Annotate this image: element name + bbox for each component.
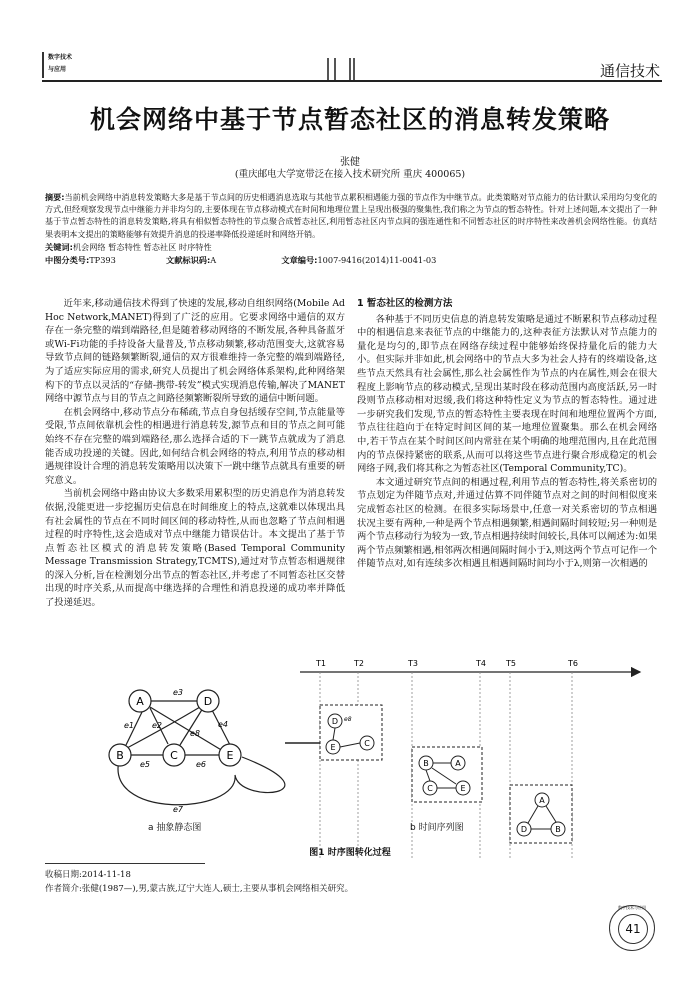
subfigure-b-label: b 时间序列图: [410, 823, 464, 833]
author-name: 张健: [340, 157, 360, 168]
keywords-label: 关键词:: [45, 241, 73, 252]
svg-text:D: D: [203, 695, 213, 708]
article-number: 1007-9416(2014)11-0041-03: [317, 254, 437, 265]
svg-text:B: B: [555, 825, 561, 834]
badge-ring-text: 数字技术与应用: [618, 905, 646, 910]
subfigure-a-label: a 抽象静态图: [148, 823, 202, 833]
section-rubric: 通信技术: [599, 62, 660, 80]
svg-text:e3: e3: [173, 688, 184, 697]
temporal-community-box: [412, 747, 482, 802]
figure-1: [40, 655, 670, 865]
left-column: [45, 297, 345, 610]
svg-text:T6: T6: [568, 659, 578, 668]
svg-text:e8: e8: [190, 729, 201, 738]
svg-text:e7: e7: [173, 805, 184, 814]
body-paragraph: 当前机会网络中路由协议大多数采用累积型的历史消息作为消息转发依据,没能更进一步挖掘历史信息在时间维度上的特点,这就难以体现出具有社会属性的节点在不同时间区间的移动特性,从而也忽略了节点间相遇过程的时序特性,这会造成对节点中继能力错误估计。本文提出了基于节点暂态社区模式的消息转发策略(Based Temporal Community Message Transmission Strategy,TCMTS),通过对节点暂态相遇规律的深入分析,旨在检测划分出节点的暂态社区,并考虑了不同暂态社区交替出现的时序关系,从而提高中继选择的合理性和消息投递的成功率并降低了投递延迟。: [45, 488, 345, 609]
clc-number: TP393: [89, 254, 116, 265]
page-number-badge: [609, 905, 655, 951]
body-paragraph: 在机会网络中,移动节点分布稀疏,节点自身包括缓存空间,节点能量等受限,节点间依靠机会性的相遇进行消息转发,源节点和目的节点之间可能始终不存在完整的端到端路径,那么选择合适的下一跳节点就成为了消息能否成功投递的关键。因此,如何结合机会网络的特点,利用节点的移动相遇规律设计合理的消息转发策略用以决策下一跳中继节点就具有重要的研究意义。: [45, 406, 345, 486]
svg-text:T1: T1: [316, 659, 326, 668]
keywords: 机会网络 暂态特性 暂态社区 时序特性: [72, 241, 212, 252]
svg-text:B: B: [116, 749, 124, 762]
svg-text:e2: e2: [152, 721, 163, 730]
body-paragraph: 近年来,移动通信技术得到了快速的发展,移动自组织网络(Mobile Ad Hoc Network,MANET)得到了广泛的应用。它要求网络中通信的双方存在一条完整的端到端路径,但是随着移动网络的不断发展,各种具备蓝牙或Wi-Fi功能的手持设备大量普及,节点移动频繁,移动范围变大,这就容易导致节点间的链路频繁断裂,通信的双方很难维持一条完整的端到端路径,为了适应实际应用的需求,研究人员提出了机会网络体系架构,此种网络架构下的节点以灵活的“存储-携带-转发”模式实现消息传输,解决了MANET网络中源节点与目的节点之间路径频繁断裂所导致的通信中断问题。: [45, 298, 345, 405]
svg-text:E: E: [460, 784, 466, 793]
header-rule: [42, 80, 662, 82]
footnote-rule: [45, 863, 205, 864]
svg-text:T2: T2: [354, 659, 364, 668]
svg-text:e1: e1: [124, 721, 135, 730]
journal-logo: [42, 52, 104, 78]
body-paragraph: 本文通过研究节点间的相遇过程,利用节点的暂态特性,将关系密切的节点划定为伴随节点对,并通过估算不同伴随节点对之间的时间相似度来完成暂态社区的检测。在很多实际场景中,任意一对关系密切的节点相遇状况主要有两种,一种是两个节点相遇频繁,相遇间隔时间较短;另一种则是两个节点移动行为较为一致,节点相遇持续时间较长,具体可以阐述为:如果两个节点频繁相遇,相邻两次相遇间隔时间小于λ,则这两个节点可记作一个伴随节点对,如有连续多次相遇且相遇间隔时间均小于λ,则第一次相遇的: [357, 476, 658, 570]
section-heading: 1 暂态社区的检测方法: [357, 298, 453, 309]
svg-text:C: C: [427, 784, 433, 793]
svg-text:A: A: [455, 759, 461, 768]
svg-text:e5: e5: [140, 760, 151, 769]
header-divider-bars: [325, 58, 355, 80]
svg-text:T5: T5: [506, 659, 516, 668]
author-bio: 作者简介:张健(1987—),男,蒙古族,辽宁大连人,硕士,主要从事机会网络相关研究。: [45, 884, 354, 894]
abstract-text: 当前机会网络中消息转发策略大多是基于节点间的历史相遇消息选取与其他节点累积相遇能力强的节点作为中继节点。此类策略对节点能力的估计默认采用均匀变化的方式,但经观察发现节点中继能力并非均匀的,主要体现在节点移动模式在时间和地理位置上呈现出极强的聚集性,我们称之为节点的暂态特性。针对上述问题,本文提出了一种基于节点暂态特性的消息转发策略,将具有相似暂态特性的节点聚合成暂态社区,利用暂态社区内节点间的强连通性和不同暂态社区的时序特性来改善机会网络性能。仿真结果表明本文提出的策略能够有效提升消息的投递率降低投递延时和网络开销。: [45, 192, 657, 239]
right-column: [357, 297, 657, 571]
svg-text:T3: T3: [408, 659, 418, 668]
logo-line-1: 数字技术: [48, 54, 73, 61]
svg-text:A: A: [539, 796, 545, 805]
article-no-label: 文章编号:: [281, 254, 318, 265]
author-affiliation: (重庆邮电大学宽带泛在接入技术研究所 重庆 400065): [234, 169, 466, 180]
time-series-graph: [300, 659, 640, 860]
figure-caption: 图1 时序图转化过程: [309, 848, 391, 858]
svg-text:C: C: [170, 749, 178, 762]
doc-code: A: [210, 254, 217, 265]
svg-text:T4: T4: [476, 659, 486, 668]
received-date: 收稿日期:2014-11-18: [45, 870, 131, 880]
article-title: 机会网络中基于节点暂态社区的消息转发策略: [89, 105, 610, 134]
svg-text:A: A: [136, 695, 144, 708]
svg-text:B: B: [423, 759, 429, 768]
svg-text:C: C: [364, 739, 370, 748]
svg-text:E: E: [226, 749, 234, 762]
abstract-block: [45, 191, 657, 267]
svg-text:e6: e6: [196, 760, 207, 769]
svg-text:e4: e4: [218, 720, 229, 729]
svg-text:D: D: [520, 825, 528, 834]
body-paragraph: 各种基于不同历史信息的消息转发策略是通过不断累积节点移动过程中的相遇信息来表征节点的中继能力的,这种表征方法默认对节点能力的量化是均匀的,即节点在网络存续过程中能够始终保持量化后的能力大小。但实际并非如此,机会网络中的节点大多为社会人持有的终端设备,这些节点天然具有社会属性,那么社会属性作为节点的内在属性,则会在很大程度上影响节点的移动模式,呈现出某时段在移动范围内高度活跃,另一时段则节点移动相对迟缓,我们将这种特性定义为节点的暂态特性。通过进一步研究我们发现,节点的暂态特性主要表现在时间和地理位置两个方面,节点往往趋向于在特定时间区间的某一地理位置聚集。那么在机会网络中,若干节点在某个时间区间内常驻在某个明确的地理范围内,且在此范围内的节点保持紧密的联系,从而可以将这些节点进行聚合形成稳定的机会网络子网,我们将其称之为暂态社区(Temporal Community,TC)。: [357, 313, 657, 475]
page-number: 41: [618, 914, 648, 944]
svg-text:D: D: [331, 717, 339, 726]
clc-label: 中图分类号:: [45, 254, 90, 265]
static-graph: [109, 688, 285, 814]
abstract-label: 摘要:: [45, 192, 65, 202]
doc-code-label: 文献标识码:: [166, 254, 211, 265]
svg-text:e8: e8: [344, 716, 352, 723]
logo-line-2: 与应用: [48, 66, 67, 73]
svg-text:E: E: [330, 743, 336, 752]
